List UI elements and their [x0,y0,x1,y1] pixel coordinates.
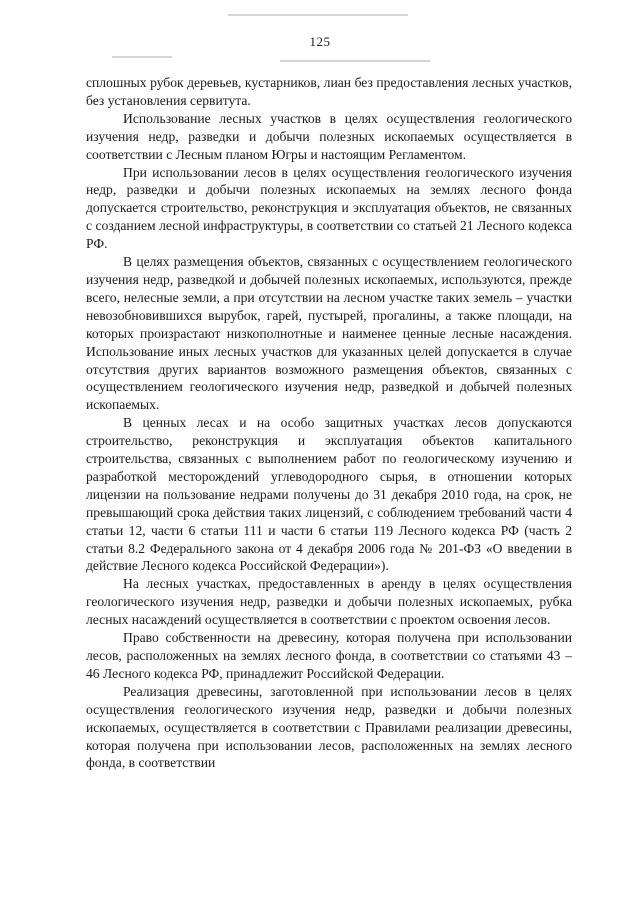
paragraph: В ценных лесах и на особо защитных участках лесов допускаются строительство, реконструкция и эксплуатация объектов капитального строительства, связанных с выполнением работ по геологическому изучению и разработкой месторождений углеводородного сырья, в отношении которых лицензии на пользование недрами получены до 31 декабря 2010 года, на срок, не превышающий срока действия таких лицензий, с соблюдением требований части 4 статьи 12, части 6 статьи 111 и части 6 статьи 119 Лесного кодекса РФ (часть 2 статьи 8.2 Федерального закона от 4 декабря 2006 года № 201-ФЗ «О введении в действие Лесного кодекса Российской Федерации»). [86,415,572,574]
page-number: 125 [309,34,331,49]
scan-artifact [228,14,408,16]
paragraph: Право собственности на древесину, которая получена при использовании лесов, расположенных на землях лесного фонда, в соответствии со статьями 43 – 46 Лесного кодекса РФ, принадлежит Российской Федерации. [86,630,572,681]
paragraph: сплошных рубок деревьев, кустарников, лиан без предоставления лесных участков, без установления сервитута. [86,75,572,108]
body-text [86,74,572,772]
paragraph: При использовании лесов в целях осуществления геологического изучения недр, разведки и добычи полезных ископаемых на землях лесного фонда допускается строительство, реконструкция и эксплуатация объектов, не связанных с созданием лесной инфраструктуры, в соответствии со статьей 21 Лесного кодекса РФ. [86,164,572,252]
paragraph: В целях размещения объектов, связанных с осуществлением геологического изучения недр, разведкой и добычей полезных ископаемых, используются, прежде всего, нелесные земли, а при отсутствии на лесном участке таких земель – участки невозобновившихся вырубок, гарей, пустырей, прогалины, а также площади, на которых произрастают низкополнотные и наименее ценные лесные насаждения. Использование иных лесных участков для указанных целей допускается в случае отсутствия других вариантов возможного размещения объектов, связанных с осуществлением геологического изучения недр, разведкой и добычей полезных ископаемых. [86,254,572,413]
scan-artifact [280,60,430,62]
paragraph: На лесных участках, предоставленных в аренду в целях осуществления геологического изучения недр, разведки и добычи полезных ископаемых, рубка лесных насаждений осуществляется в соответствии с проектом освоения лесов. [86,576,572,628]
scan-artifact [112,56,172,58]
paragraph: Реализация древесины, заготовленной при использовании лесов в целях осуществления геологического изучения недр, разведки и добычи полезных ископаемых, осуществляется в соответствии с Правилами реализации древесины, которая получена при использовании лесов, расположенных на землях лесного фонда, в соответствии [86,683,572,771]
paragraph: Использование лесных участков в целях осуществления геологического изучения недр, разведки и добычи полезных ископаемых осуществляется в соответствии с Лесным планом Югры и настоящим Регламентом. [86,110,572,162]
